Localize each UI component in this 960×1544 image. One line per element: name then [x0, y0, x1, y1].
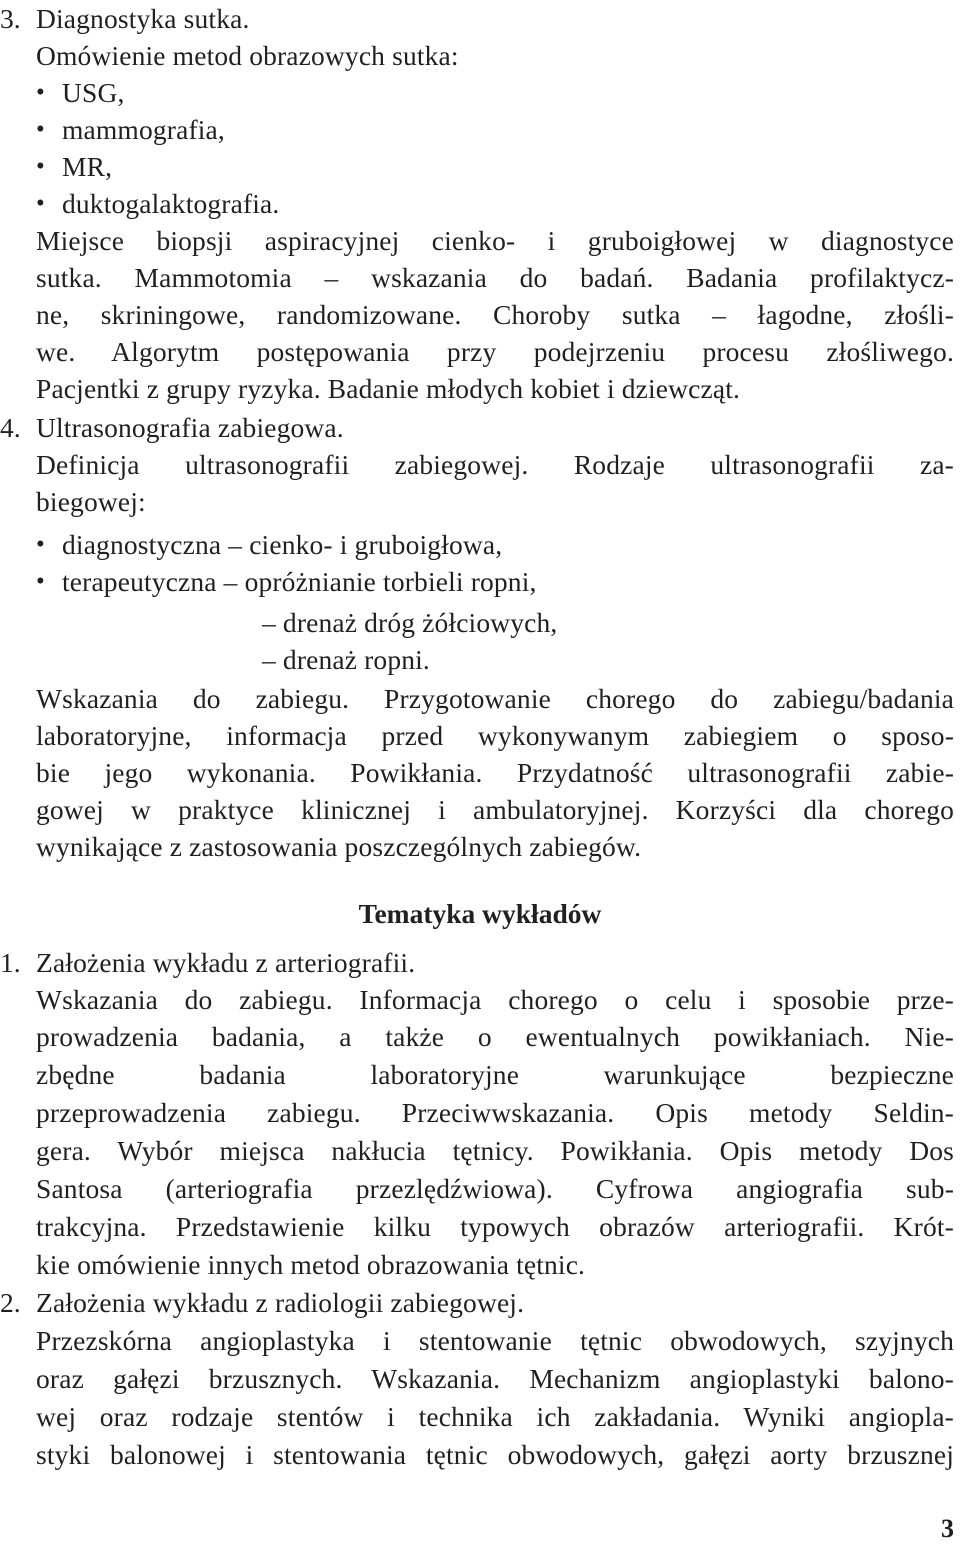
paragraph-line: przeprowadzenia zabiegu. Przeciwwskazania. Opis metody Seldin-: [36, 1097, 954, 1128]
list-number: 3.: [0, 3, 21, 34]
intro-line: Omówienie metod obrazowych sutka:: [36, 40, 459, 71]
bullet-icon: •: [36, 116, 45, 143]
sub-list-item: – drenaż dróg żółciowych,: [262, 607, 558, 638]
section-title: Założenia wykładu z radiologii zabiegowej.: [36, 1287, 525, 1318]
paragraph-line: wej oraz rodzaje stentów i technika ich zakładania. Wyniki angiopla-: [36, 1401, 954, 1432]
list-item: terapeutyczna – opróżnianie torbieli ropni,: [62, 566, 537, 597]
list-item: MR,: [62, 151, 113, 182]
paragraph-line: sutka. Mammotomia – wskazania do badań. Badania profilaktycz-: [36, 262, 954, 293]
list-number: 4.: [0, 412, 21, 443]
section-title: Diagnostyka sutka.: [36, 3, 250, 34]
bullet-icon: •: [36, 190, 45, 217]
paragraph-line: laboratoryjne, informacja przed wykonywanym zabiegiem o sposo-: [36, 720, 954, 751]
list-number: 2.: [0, 1287, 21, 1318]
sub-list-item: – drenaż ropni.: [262, 644, 430, 675]
bullet-icon: •: [36, 531, 45, 558]
section-heading: Tematyka wykładów: [358, 898, 602, 929]
section-title: Ultrasonografia zabiegowa.: [36, 412, 344, 443]
section-title: Założenia wykładu z arteriografii.: [36, 947, 416, 978]
bullet-icon: •: [36, 153, 45, 180]
paragraph-line: biegowej:: [36, 486, 146, 517]
paragraph-line: Przezskórna angioplastyka i stentowanie tętnic obwodowych, szyjnych: [36, 1325, 954, 1356]
list-number: 1.: [0, 947, 21, 978]
paragraph-line: Pacjentki z grupy ryzyka. Badanie młodych kobiet i dziewcząt.: [36, 373, 741, 404]
bullet-icon: •: [36, 568, 45, 595]
paragraph-line: zbędne badania laboratoryjne warunkujące bezpieczne: [36, 1059, 954, 1090]
paragraph-line: Wskazania do zabiegu. Przygotowanie chorego do zabiegu/badania: [36, 683, 954, 714]
list-item: USG,: [62, 77, 125, 108]
paragraph-line: we. Algorytm postępowania przy podejrzeniu procesu złośliwego.: [36, 336, 954, 367]
paragraph-line: bie jego wykonania. Powikłania. Przydatność ultrasonografii zabie-: [36, 757, 954, 788]
paragraph-line: styki balonowej i stentowania tętnic obwodowych, gałęzi aorty brzusznej: [36, 1439, 954, 1470]
bullet-icon: •: [36, 79, 45, 106]
paragraph-line: oraz gałęzi brzusznych. Wskazania. Mechanizm angioplastyki balono-: [36, 1363, 954, 1394]
list-item: diagnostyczna – cienko- i gruboigłowa,: [62, 529, 503, 560]
list-item: mammografia,: [62, 114, 225, 145]
paragraph-line: gera. Wybór miejsca nakłucia tętnicy. Powikłania. Opis metody Dos: [36, 1135, 954, 1166]
paragraph-line: Miejsce biopsji aspiracyjnej cienko- i gruboigłowej w diagnostyce: [36, 225, 954, 256]
paragraph-line: Santosa (arteriografia przezlędźwiowa). Cyfrowa angiografia sub-: [36, 1173, 954, 1204]
paragraph-line: Wskazania do zabiegu. Informacja chorego o celu i sposobie prze-: [36, 984, 954, 1015]
paragraph-line: ne, skriningowe, randomizowane. Choroby sutka – łagodne, złośli-: [36, 299, 954, 330]
paragraph-line: Definicja ultrasonografii zabiegowej. Rodzaje ultrasonografii za-: [36, 449, 954, 480]
paragraph-line: kie omówienie innych metod obrazowania tętnic.: [36, 1249, 586, 1280]
paragraph-line: trakcyjna. Przedstawienie kilku typowych obrazów arteriografii. Krót-: [36, 1211, 954, 1242]
paragraph-line: prowadzenia badania, a także o ewentualnych powikłaniach. Nie-: [36, 1021, 954, 1052]
paragraph-line: wynikające z zastosowania poszczególnych zabiegów.: [36, 831, 642, 862]
list-item: duktogalaktografia.: [62, 188, 280, 219]
paragraph-line: gowej w praktyce klinicznej i ambulatoryjnej. Korzyści dla chorego: [36, 794, 954, 825]
page-number: 3: [941, 1514, 954, 1543]
